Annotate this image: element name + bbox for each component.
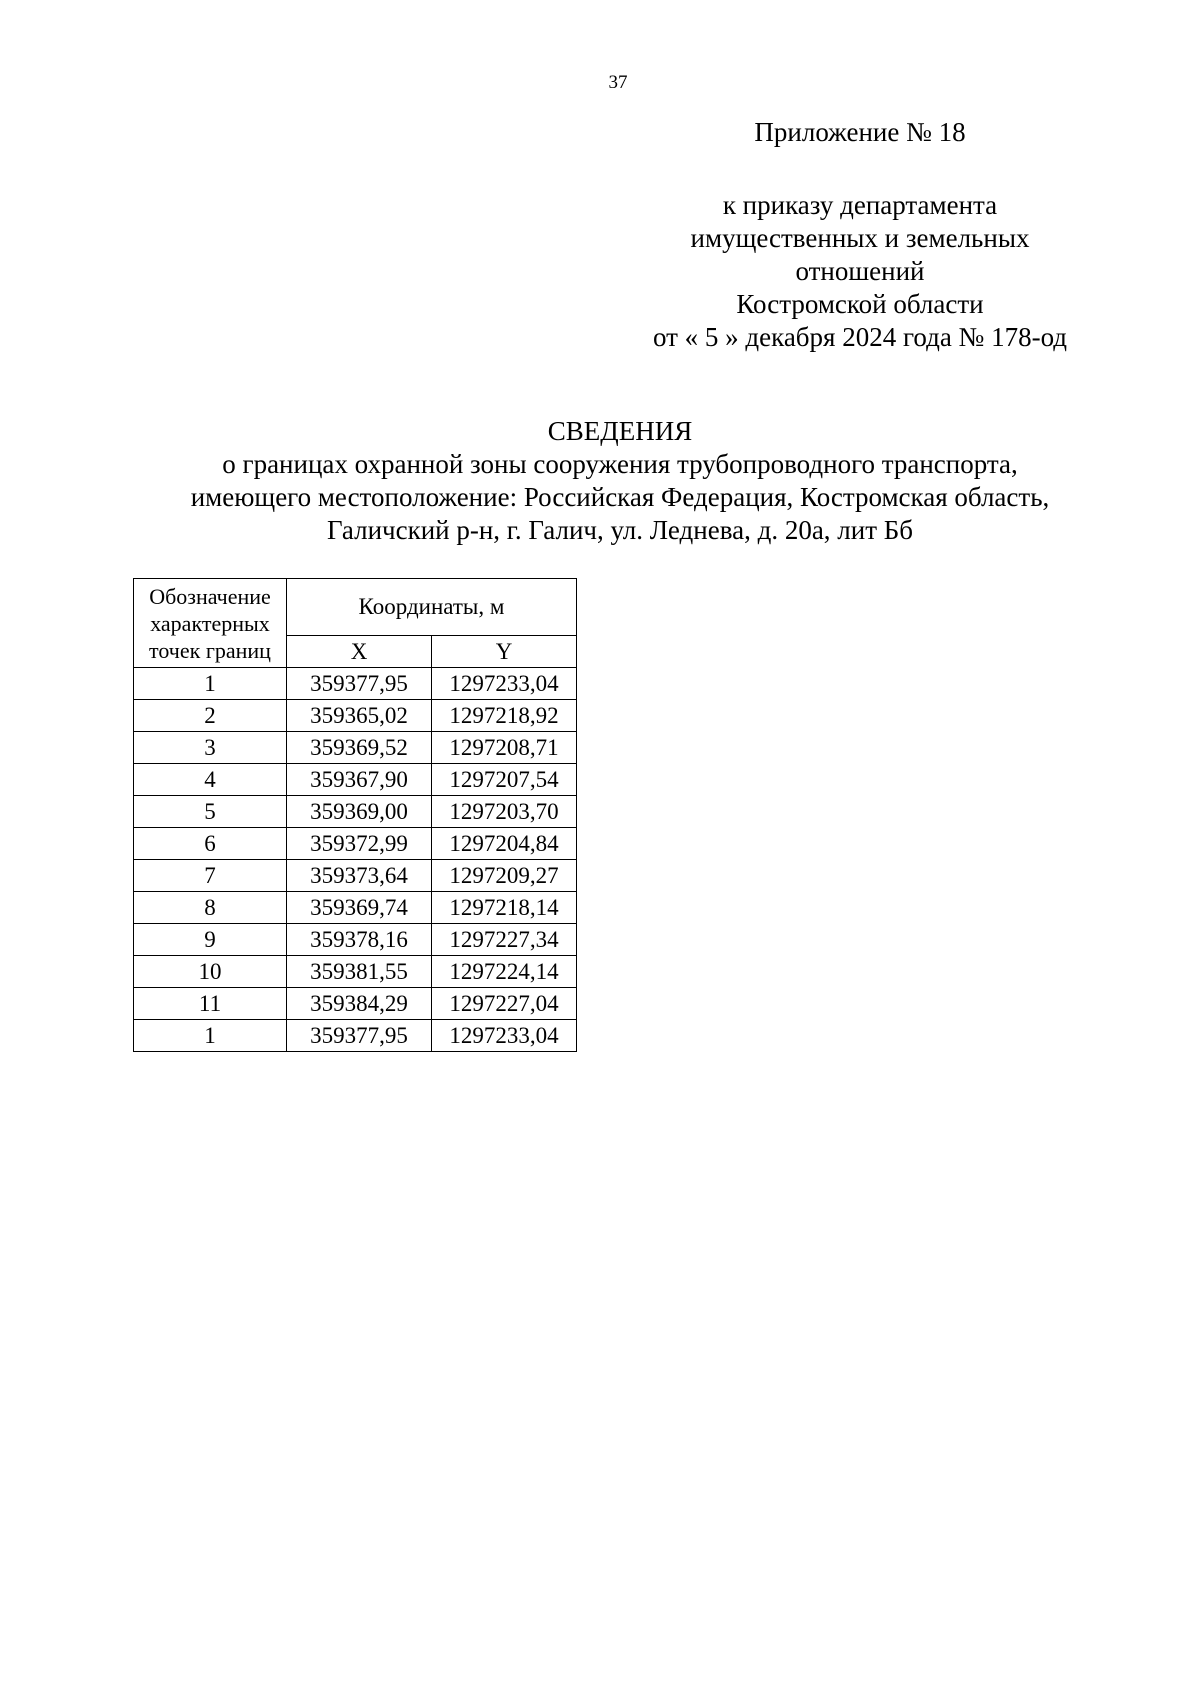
- y-coordinate-cell: 1297233,04: [432, 668, 577, 700]
- table-row: [134, 764, 577, 796]
- y-coordinate-cell: 1297207,54: [432, 764, 577, 796]
- table-row: [134, 732, 577, 764]
- point-header-line: точек границ: [149, 637, 271, 663]
- y-coordinate-cell: 1297227,34: [432, 924, 577, 956]
- x-coordinate-cell: 359372,99: [287, 828, 432, 860]
- x-column-header: X: [287, 636, 432, 668]
- appendix-order-line: Костромской области: [736, 289, 984, 319]
- table-row: [134, 988, 577, 1020]
- appendix-order-line: отношений: [795, 256, 925, 286]
- document-subtitle-line: имеющего местоположение: Российская Федерация, Костромская область,: [190, 482, 1050, 512]
- x-coordinate-cell: 359381,55: [287, 956, 432, 988]
- y-coordinate-cell: 1297208,71: [432, 732, 577, 764]
- document-heading: [80, 415, 1160, 547]
- table-row: [134, 796, 577, 828]
- document-title: СВЕДЕНИЯ: [547, 416, 693, 446]
- point-header-line: Обозначение: [149, 583, 271, 609]
- table-row: [134, 924, 577, 956]
- y-coordinate-cell: 1297218,14: [432, 892, 577, 924]
- appendix-order-date-line: от « 5 » декабря 2024 года № 178-од: [652, 322, 1068, 352]
- y-coordinate-cell: 1297209,27: [432, 860, 577, 892]
- x-coordinate-cell: 359369,52: [287, 732, 432, 764]
- point-designation-header: [134, 579, 287, 668]
- coordinates-table: [133, 578, 577, 1052]
- point-cell: 10: [134, 956, 287, 988]
- point-cell: 11: [134, 988, 287, 1020]
- y-coordinate-cell: 1297204,84: [432, 828, 577, 860]
- table-row: [134, 828, 577, 860]
- appendix-order-line: к приказу департамента: [722, 190, 998, 220]
- point-header-line: характерных: [150, 610, 270, 636]
- point-cell: 9: [134, 924, 287, 956]
- x-coordinate-cell: 359377,95: [287, 1020, 432, 1052]
- appendix-order-reference: [560, 189, 1160, 354]
- table-row: [134, 700, 577, 732]
- point-cell: 8: [134, 892, 287, 924]
- x-coordinate-cell: 359377,95: [287, 668, 432, 700]
- point-cell: 1: [134, 668, 287, 700]
- point-cell: 2: [134, 700, 287, 732]
- x-coordinate-cell: 359384,29: [287, 988, 432, 1020]
- appendix-title: Приложение № 18: [754, 117, 966, 147]
- appendix-order-line: имущественных и земельных: [690, 223, 1030, 253]
- table-row: [134, 1020, 577, 1052]
- point-cell: 4: [134, 764, 287, 796]
- y-column-header: Y: [432, 636, 577, 668]
- point-cell: 6: [134, 828, 287, 860]
- y-coordinate-cell: 1297224,14: [432, 956, 577, 988]
- coordinates-header: Координаты, м: [287, 579, 577, 636]
- table-row: [134, 668, 577, 700]
- x-coordinate-cell: 359378,16: [287, 924, 432, 956]
- point-cell: 5: [134, 796, 287, 828]
- document-subtitle-line: о границах охранной зоны сооружения трубопроводного транспорта,: [222, 449, 1018, 479]
- point-cell: 3: [134, 732, 287, 764]
- y-coordinate-cell: 1297203,70: [432, 796, 577, 828]
- coordinates-table-body: [134, 668, 577, 1052]
- x-coordinate-cell: 359365,02: [287, 700, 432, 732]
- point-cell: 7: [134, 860, 287, 892]
- table-row: [134, 892, 577, 924]
- table-row: [134, 860, 577, 892]
- x-coordinate-cell: 359369,00: [287, 796, 432, 828]
- x-coordinate-cell: 359367,90: [287, 764, 432, 796]
- point-cell: 1: [134, 1020, 287, 1052]
- x-coordinate-cell: 359369,74: [287, 892, 432, 924]
- x-coordinate-cell: 359373,64: [287, 860, 432, 892]
- document-subtitle-line: Галичский р-н, г. Галич, ул. Леднева, д. 20а, лит Бб: [326, 515, 914, 545]
- y-coordinate-cell: 1297218,92: [432, 700, 577, 732]
- table-row: [134, 956, 577, 988]
- page-number: 37: [608, 72, 628, 93]
- y-coordinate-cell: 1297233,04: [432, 1020, 577, 1052]
- y-coordinate-cell: 1297227,04: [432, 988, 577, 1020]
